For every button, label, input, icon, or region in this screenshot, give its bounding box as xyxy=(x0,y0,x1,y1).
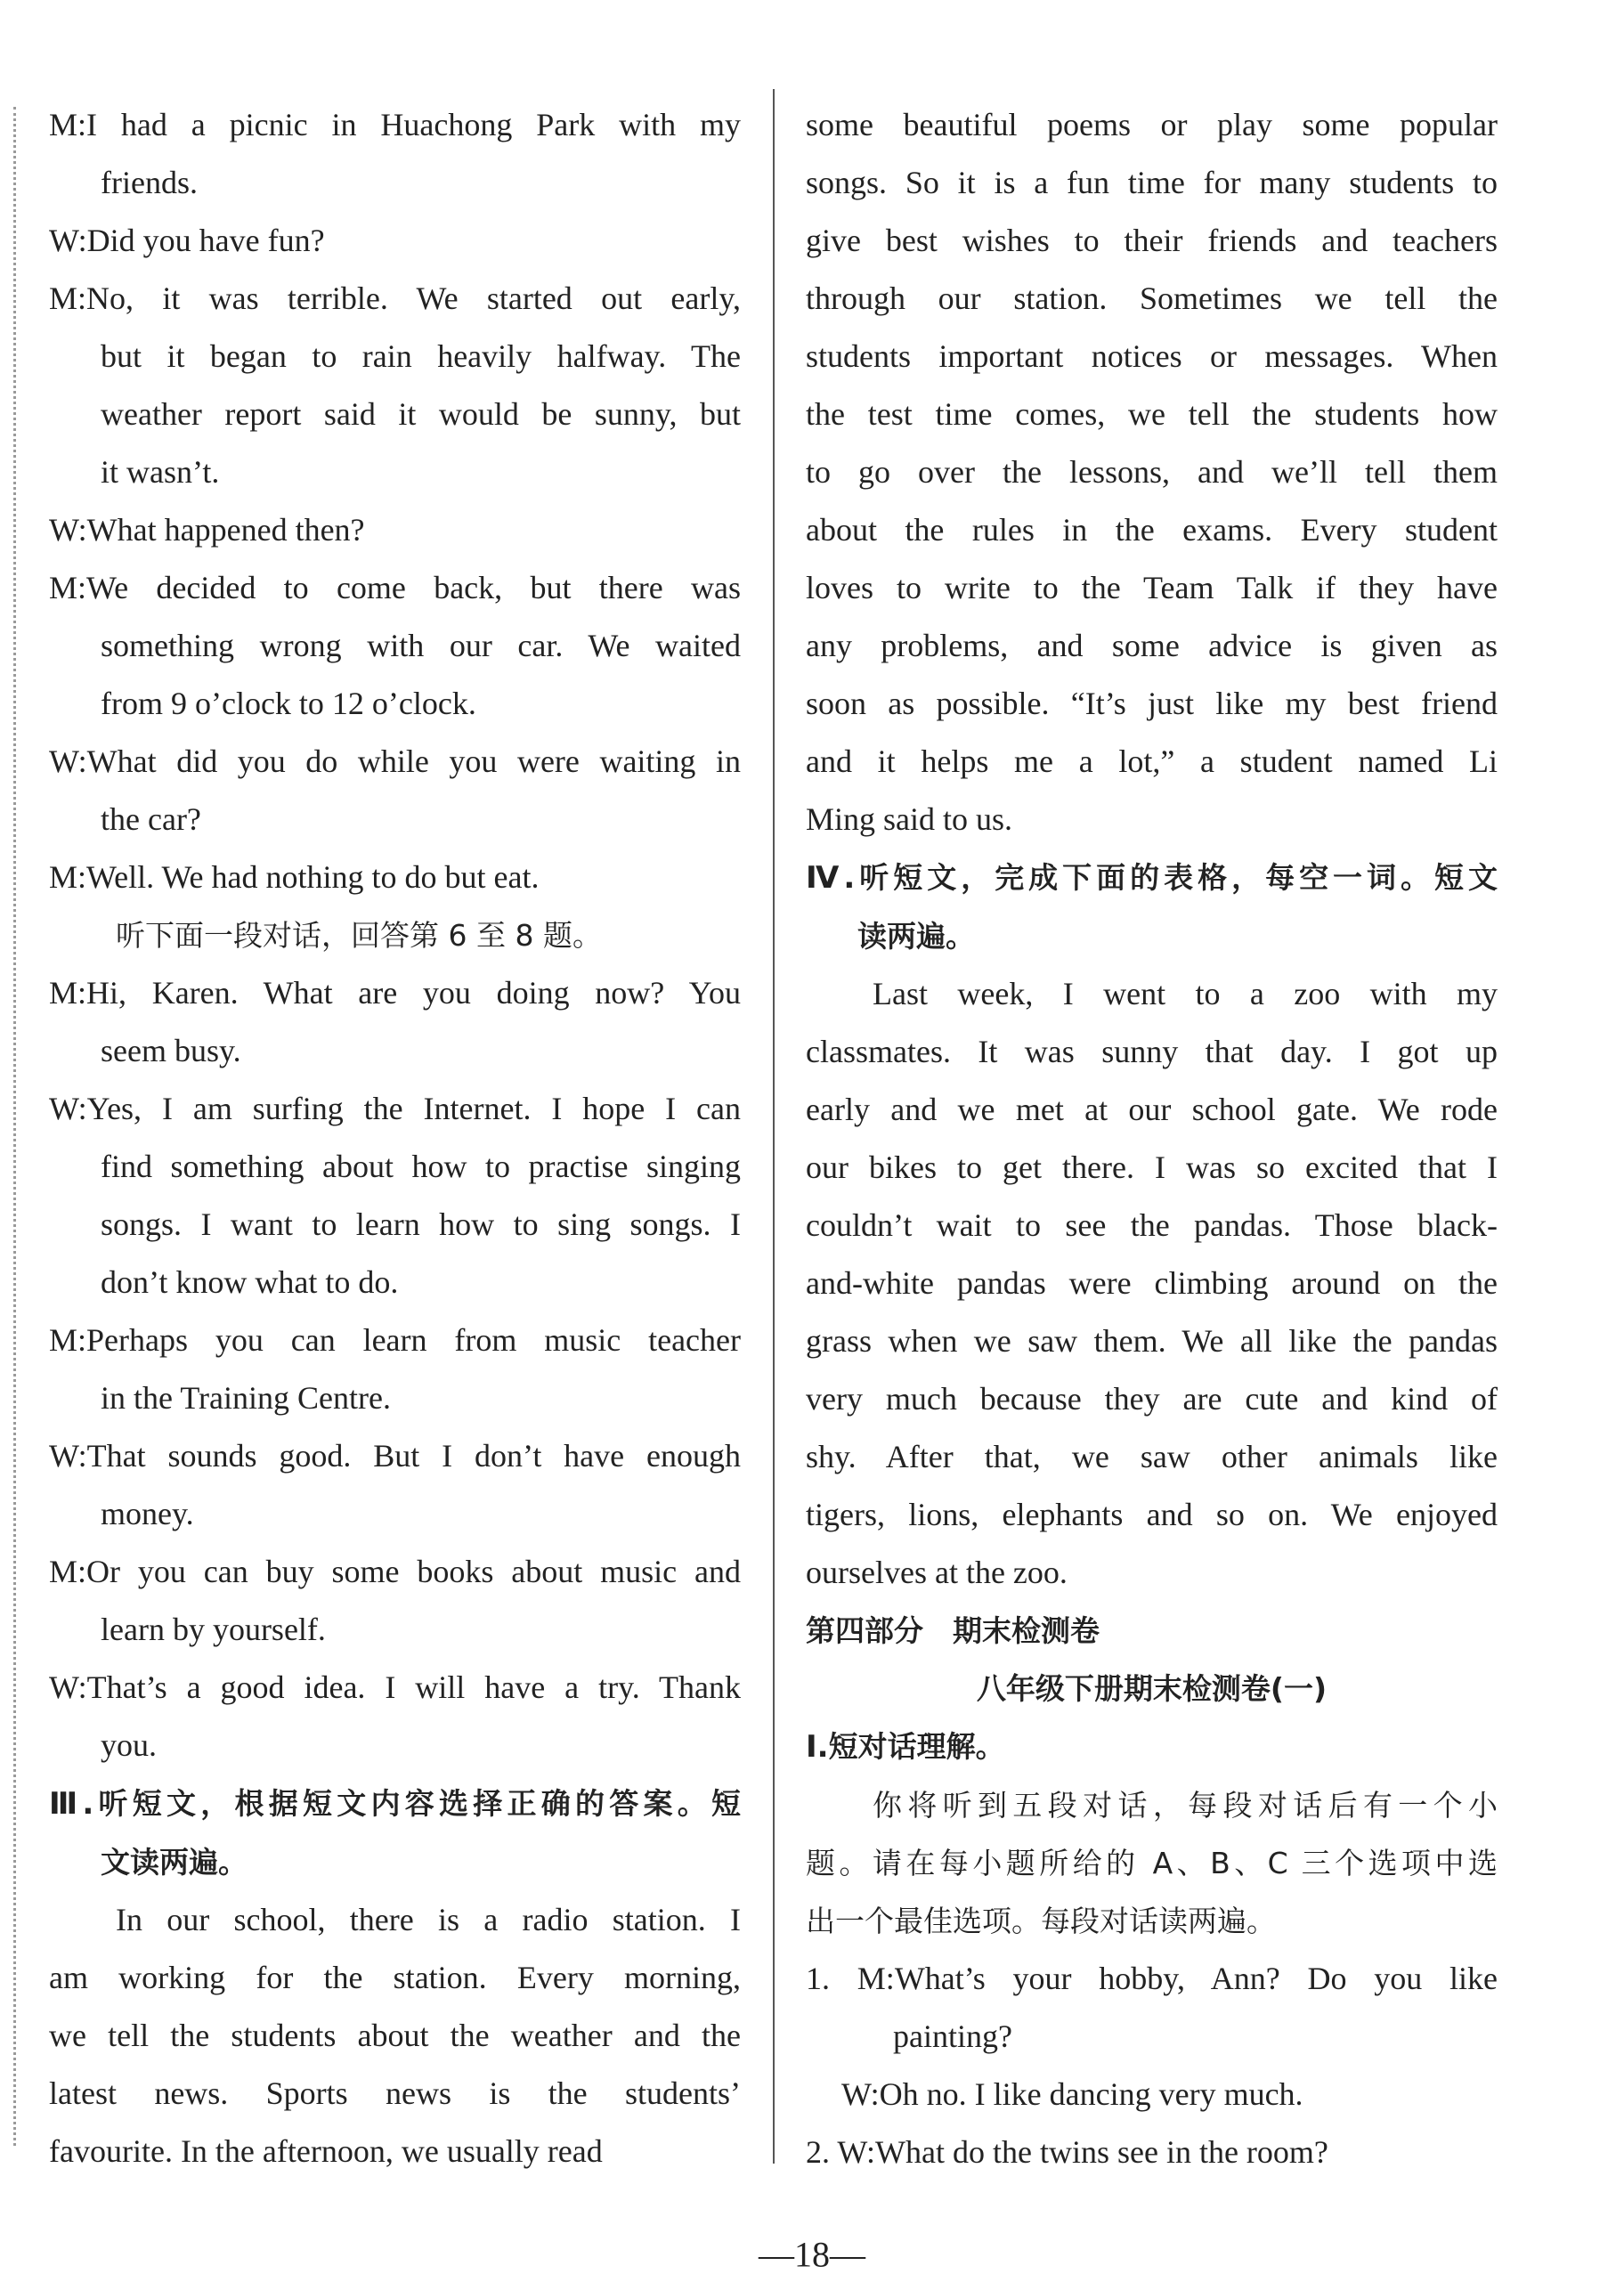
speaker-label: W xyxy=(49,223,78,258)
dialogue-line xyxy=(49,791,741,849)
block-item xyxy=(806,2124,1498,2181)
speaker-colon: : xyxy=(77,743,87,779)
dialogue-text: in the Training Centre. xyxy=(101,1380,391,1416)
block-para xyxy=(49,1891,741,2180)
speaker-label: M xyxy=(49,1554,78,1589)
dialogue-text: Yes, I am surfing the Internet. I hope I can xyxy=(86,1091,741,1126)
paragraph-line: through our station. Sometimes we tell the xyxy=(806,280,1498,316)
right-column xyxy=(806,96,1498,2181)
dialogue-line xyxy=(49,1717,741,1774)
speaker-colon: : xyxy=(77,1091,87,1126)
question-dialogue-line xyxy=(806,2008,1498,2066)
speaker-colon: : xyxy=(885,1961,895,1996)
block-turn xyxy=(49,964,741,1080)
paragraph-line: our bikes to get there. I was so excited that I xyxy=(806,1149,1498,1185)
block-para_cn xyxy=(806,1776,1498,1950)
section-heading-line xyxy=(806,907,1498,965)
block-subturn xyxy=(806,2066,1498,2124)
paragraph-line: 你将听到五段对话，每段对话后有一个小 xyxy=(873,1788,1498,1823)
speaker-colon: : xyxy=(77,570,87,605)
speaker-colon: : xyxy=(77,223,87,258)
speaker-colon: : xyxy=(77,512,87,548)
dialogue-line xyxy=(49,733,741,791)
speaker-colon: : xyxy=(77,859,87,895)
paragraph-line: some beautiful poems or play some popular xyxy=(806,107,1498,142)
dialogue-text: No, it was terrible. We started out early, xyxy=(86,280,741,316)
speaker-label: M xyxy=(49,107,78,142)
paragraph-line: am working for the station. Every morning, xyxy=(49,1960,741,1995)
spacer xyxy=(830,1961,857,1996)
speaker-colon: : xyxy=(870,2076,880,2112)
paragraph-line: we tell the students about the weather and the xyxy=(49,2018,741,2053)
dialogue-line xyxy=(49,96,741,154)
paragraph-line: about the rules in the exams. Every student xyxy=(806,512,1498,548)
speaker-colon: : xyxy=(77,975,87,1011)
paragraph-line: favourite. In the afternoon, we usually read xyxy=(49,2133,603,2169)
dialogue-line xyxy=(49,559,741,617)
speaker-label: W xyxy=(49,1091,78,1126)
dialogue-line xyxy=(49,1543,741,1601)
dialogue-line xyxy=(49,270,741,328)
dialogue-text: That’s a good idea. I will have a try. Thank xyxy=(86,1669,741,1705)
paragraph-line: 出一个最佳选项。每段对话读两遍。 xyxy=(806,1904,1276,1938)
heading-text: 短对话理解。 xyxy=(828,1729,1005,1764)
heading-text: 听短文，完成下面的表格，每空一词。短文 xyxy=(855,860,1498,895)
paragraph-line: to go over the lessons, and we’ll tell them xyxy=(806,454,1498,490)
speaker-label: W xyxy=(837,2134,867,2170)
paragraph-line: grass when we saw them. We all like the pandas xyxy=(806,1323,1498,1359)
column-divider xyxy=(773,89,775,2164)
block-exam_title xyxy=(806,1660,1498,1718)
paragraph-line: songs. So it is a fun time for many students to xyxy=(806,165,1498,200)
dialogue-text: seem busy. xyxy=(101,1033,241,1068)
dialogue-line xyxy=(49,1312,741,1369)
paragraph-line: shy. After that, we saw other animals like xyxy=(806,1439,1498,1474)
question-number: 2. xyxy=(806,2134,830,2170)
dialogue-text: Or you can buy some books about music and xyxy=(86,1554,741,1589)
question-number: 1. xyxy=(806,1961,830,1996)
section-heading-line xyxy=(806,849,1498,907)
dialogue-line xyxy=(49,1080,741,1138)
dialogue-line xyxy=(49,501,741,559)
question-dialogue-line xyxy=(806,1950,1498,2008)
speaker-label: M xyxy=(49,1322,78,1358)
speaker-label: W xyxy=(49,1438,78,1474)
dialogue-text: Hi, Karen. What are you doing now? You xyxy=(86,975,741,1011)
dialogue-text: friends. xyxy=(101,165,198,200)
exam-title: 八年级下册期末检测卷(一) xyxy=(976,1671,1328,1706)
dialogue-line xyxy=(49,1427,741,1485)
dialogue-text: What’s your hobby, Ann? Do you like xyxy=(894,1961,1498,1996)
binding-margin-rule xyxy=(13,107,16,2146)
dialogue-text: What happened then? xyxy=(86,512,365,548)
speaker-label: W xyxy=(841,2076,871,2112)
dialogue-text: from 9 o’clock to 12 o’clock. xyxy=(101,686,476,721)
roman-numeral: Ⅲ. xyxy=(49,1786,94,1822)
speaker-label: M xyxy=(49,570,78,605)
dialogue-text: Oh no. I like dancing very much. xyxy=(879,2076,1303,2112)
dialogue-text: it wasn’t. xyxy=(101,454,220,490)
paragraph-line: very much because they are cute and kind of xyxy=(806,1381,1498,1417)
paragraph-line: 题。请在每小题所给的 A、B、C 三个选项中选 xyxy=(806,1846,1498,1880)
dialogue-text: That sounds good. But I don’t have enough xyxy=(86,1438,741,1474)
dialogue-text: songs. I want to learn how to sing songs. I xyxy=(101,1206,741,1242)
dialogue-text: Did you have fun? xyxy=(86,223,325,258)
block-heading xyxy=(806,849,1498,965)
speaker-label: M xyxy=(49,859,78,895)
section-heading-line xyxy=(49,1774,741,1833)
speaker-label: M xyxy=(49,975,78,1011)
roman-numeral: Ⅳ. xyxy=(806,860,856,896)
paragraph-line: loves to write to the Team Talk if they have xyxy=(806,570,1498,605)
heading-text: 读两遍。 xyxy=(857,919,975,954)
dialogue-text: What do the twins see in the room? xyxy=(875,2134,1328,2170)
dialogue-text: learn by yourself. xyxy=(101,1612,326,1647)
dialogue-text: Well. We had nothing to do but eat. xyxy=(86,859,540,895)
left-column xyxy=(49,96,741,2180)
paragraph-line: soon as possible. “It’s just like my best friend xyxy=(806,686,1498,721)
block-turn xyxy=(49,270,741,501)
page-number: —18— xyxy=(759,2234,865,2275)
dialogue-text: the car? xyxy=(101,801,201,837)
dialogue-line xyxy=(49,1196,741,1254)
paragraph-line: give best wishes to their friends and teachers xyxy=(806,223,1498,258)
block-turn xyxy=(49,501,741,559)
block-turn xyxy=(49,733,741,849)
block-item xyxy=(806,1950,1498,2066)
heading-text: 文读两遍。 xyxy=(101,1845,248,1880)
section-heading-line xyxy=(806,1718,1498,1776)
paragraph-line: the test time comes, we tell the students how xyxy=(806,396,1498,432)
speaker-colon: : xyxy=(77,1669,87,1705)
question-dialogue-line xyxy=(806,2066,1498,2124)
block-turn xyxy=(49,849,741,906)
dialogue-line xyxy=(49,1254,741,1312)
question-dialogue-line xyxy=(806,2124,1498,2181)
block-instruction xyxy=(49,906,741,964)
paragraph-line: Ming said to us. xyxy=(806,801,1013,837)
speaker-colon: : xyxy=(77,1438,87,1474)
paragraph-line: early and we met at our school gate. We rode xyxy=(806,1092,1498,1127)
dialogue-line xyxy=(49,328,741,386)
speaker-colon: : xyxy=(77,107,87,142)
paragraph-line: classmates. It was sunny that day. I got up xyxy=(806,1034,1498,1069)
paragraph-line: students important notices or messages. When xyxy=(806,338,1498,374)
roman-numeral: Ⅰ. xyxy=(806,1729,829,1765)
block-para_cont xyxy=(806,96,1498,849)
dialogue-line xyxy=(49,675,741,733)
dialogue-line xyxy=(49,212,741,270)
block-turn xyxy=(49,96,741,212)
speaker-label: M xyxy=(49,280,78,316)
dialogue-line xyxy=(49,386,741,443)
section-instruction: 听下面一段对话，回答第 6 至 8 题。 xyxy=(116,918,602,953)
block-heading xyxy=(49,1774,741,1891)
dialogue-text: but it began to rain heavily halfway. The xyxy=(101,338,741,374)
paragraph-line: any problems, and some advice is given as xyxy=(806,628,1498,663)
paragraph-line: ourselves at the zoo. xyxy=(806,1555,1068,1590)
block-turn xyxy=(49,1659,741,1774)
dialogue-text: painting? xyxy=(893,2018,1012,2054)
dialogue-text: I had a picnic in Huachong Park with my xyxy=(86,107,741,142)
dialogue-text: you. xyxy=(101,1727,157,1763)
dialogue-text: something wrong with our car. We waited xyxy=(101,628,741,663)
speaker-colon: : xyxy=(77,280,87,316)
block-turn xyxy=(49,212,741,270)
speaker-label: W xyxy=(49,743,78,779)
section-heading-line xyxy=(49,1833,741,1891)
dialogue-line xyxy=(49,1369,741,1427)
paragraph-line: Last week, I went to a zoo with my xyxy=(873,976,1498,1011)
paragraph-line: latest news. Sports news is the students’ xyxy=(49,2075,741,2111)
page-number-value: 18 xyxy=(794,2234,830,2275)
dialogue-text: What did you do while you were waiting in xyxy=(86,743,741,779)
speaker-label: W xyxy=(49,1669,78,1705)
paragraph-line: couldn’t wait to see the pandas. Those black- xyxy=(806,1207,1498,1243)
dialogue-text: weather report said it would be sunny, but xyxy=(101,396,741,432)
speaker-label: M xyxy=(857,1961,886,1996)
dialogue-line xyxy=(49,1601,741,1659)
block-turn xyxy=(49,1427,741,1543)
speaker-label: W xyxy=(49,512,78,548)
block-turn xyxy=(49,559,741,733)
dialogue-line xyxy=(49,154,741,212)
dialogue-line xyxy=(49,849,741,906)
dialogue-text: money. xyxy=(101,1496,194,1531)
block-para xyxy=(806,965,1498,1602)
paragraph-line: and-white pandas were climbing around on the xyxy=(806,1265,1498,1301)
block-heading xyxy=(806,1718,1498,1776)
dialogue-line xyxy=(49,964,741,1022)
paragraph-line: In our school, there is a radio station. I xyxy=(116,1902,741,1937)
block-turn xyxy=(49,1312,741,1427)
speaker-colon: : xyxy=(77,1322,87,1358)
heading-text: 听短文，根据短文内容选择正确的答案。短 xyxy=(93,1786,742,1821)
dialogue-line xyxy=(49,617,741,675)
block-turn xyxy=(49,1543,741,1659)
speaker-colon: : xyxy=(77,1554,87,1589)
dialogue-line xyxy=(49,1659,741,1717)
dialogue-text: don’t know what to do. xyxy=(101,1264,399,1300)
dialogue-line xyxy=(49,443,741,501)
dialogue-line xyxy=(49,1485,741,1543)
dialogue-text: We decided to come back, but there was xyxy=(86,570,741,605)
paragraph-line: tigers, lions, elephants and so on. We enjoyed xyxy=(806,1497,1498,1532)
block-turn xyxy=(49,1080,741,1312)
speaker-colon: : xyxy=(866,2134,876,2170)
dialogue-text: Perhaps you can learn from music teacher xyxy=(86,1322,741,1358)
block-part_title xyxy=(806,1602,1498,1660)
dialogue-line xyxy=(49,1022,741,1080)
paragraph-line: and it helps me a lot,” a student named Li xyxy=(806,743,1498,779)
part-title: 第四部分 期末检测卷 xyxy=(806,1613,1100,1648)
dialogue-line xyxy=(49,1138,741,1196)
dialogue-text: find something about how to practise singing xyxy=(101,1149,741,1184)
